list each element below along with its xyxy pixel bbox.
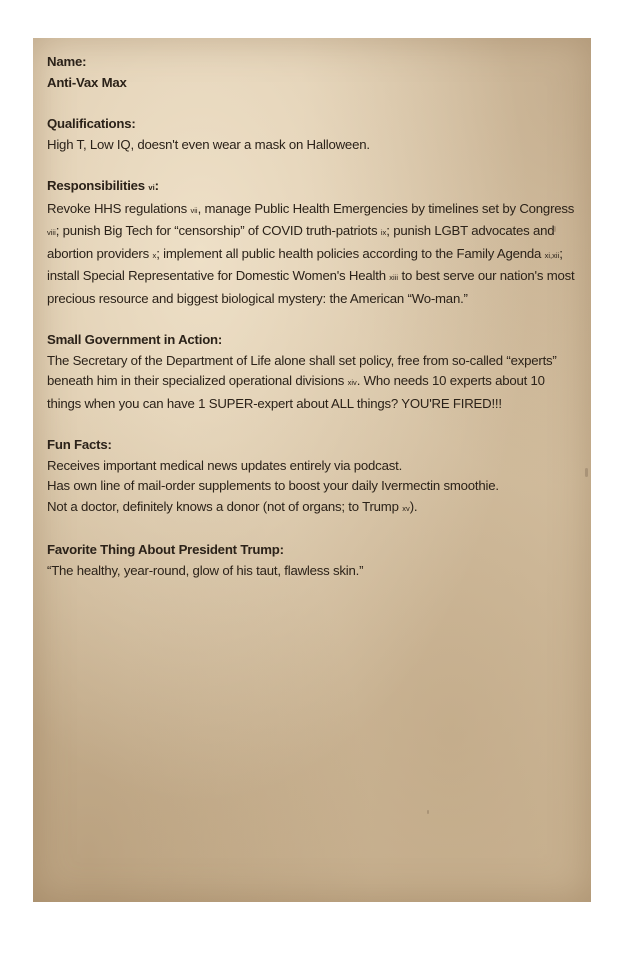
responsibilities-label: Responsibilities: [47, 178, 145, 193]
endnote-ref: xiv: [347, 378, 357, 387]
responsibilities-section: [47, 176, 581, 309]
favorite-section: [47, 540, 581, 581]
endnote-ref: viii: [47, 228, 56, 237]
endnote-ref: vii: [190, 205, 198, 215]
text-run: . Who needs 10 experts about 10 things when you can have 1 SUPER-expert about ALL things? YOU'RE FIRED!!!: [47, 373, 545, 411]
profile-text: [47, 52, 581, 602]
text-run: to best serve our nation's most precious resource and biggest biological mystery: the American “Wo-man.”: [47, 268, 575, 306]
fun-fact-1: Receives important medical news updates entirely via podcast.: [47, 457, 403, 473]
text-run: The Secretary of the Department of Life alone shall set policy, free from so-called “experts” beneath him in their specialized operational divisions: [47, 352, 557, 388]
qualifications-label: Qualifications:: [47, 116, 136, 131]
text-run: ).: [409, 498, 418, 514]
text-run: ; install Special Representative for Domestic Women's Health: [47, 245, 563, 283]
parchment-card: [33, 38, 591, 902]
endnote-ref: ix: [380, 228, 387, 237]
text-run: Revoke HHS regulations: [47, 200, 191, 216]
name-label: Name:: [47, 54, 87, 69]
favorite-label: Favorite Thing About President Trump:: [47, 542, 284, 557]
responsibilities-heading: [47, 176, 581, 199]
text-run: ; punish LGBT advocates and abortion providers: [47, 223, 555, 261]
name-section: [47, 52, 581, 93]
fun-fact-3: [47, 497, 581, 520]
name-value: Anti-Vax Max: [47, 74, 127, 90]
endnote-ref: xi,xii: [544, 250, 560, 260]
text-run: ; implement all public health policies according to the Family Agenda: [156, 245, 545, 261]
text-run: , manage Public Health Emergencies by timelines set by Congress: [197, 200, 575, 216]
small-government-section: [47, 330, 581, 414]
endnote-ref: vi: [148, 183, 155, 192]
responsibilities-colon: :: [154, 178, 159, 193]
fun-facts-section: [47, 435, 581, 519]
text-run: ; punish Big Tech for “censorship” of COVID truth-patriots: [55, 223, 381, 238]
fun-fact-2: Has own line of mail-order supplements to boost your daily Ivermectin smoothie.: [47, 478, 499, 493]
paper-speck: [585, 468, 588, 477]
fun-facts-label: Fun Facts:: [47, 437, 112, 452]
endnote-ref: xiii: [389, 273, 399, 282]
small-government-label: Small Government in Action:: [47, 332, 223, 347]
text-run: Not a doctor, definitely knows a donor (not of organs; to Trump: [47, 498, 403, 514]
qualifications-text: High T, Low IQ, doesn't even wear a mask on Halloween.: [47, 136, 370, 152]
endnote-ref: x: [152, 250, 157, 260]
endnote-ref: xv: [402, 503, 410, 513]
favorite-quote: “The healthy, year-round, glow of his taut, flawless skin.”: [47, 562, 364, 578]
responsibilities-text: [47, 199, 581, 310]
paper-speck: [427, 810, 429, 814]
qualifications-section: [47, 114, 581, 155]
small-government-text: [47, 351, 581, 415]
